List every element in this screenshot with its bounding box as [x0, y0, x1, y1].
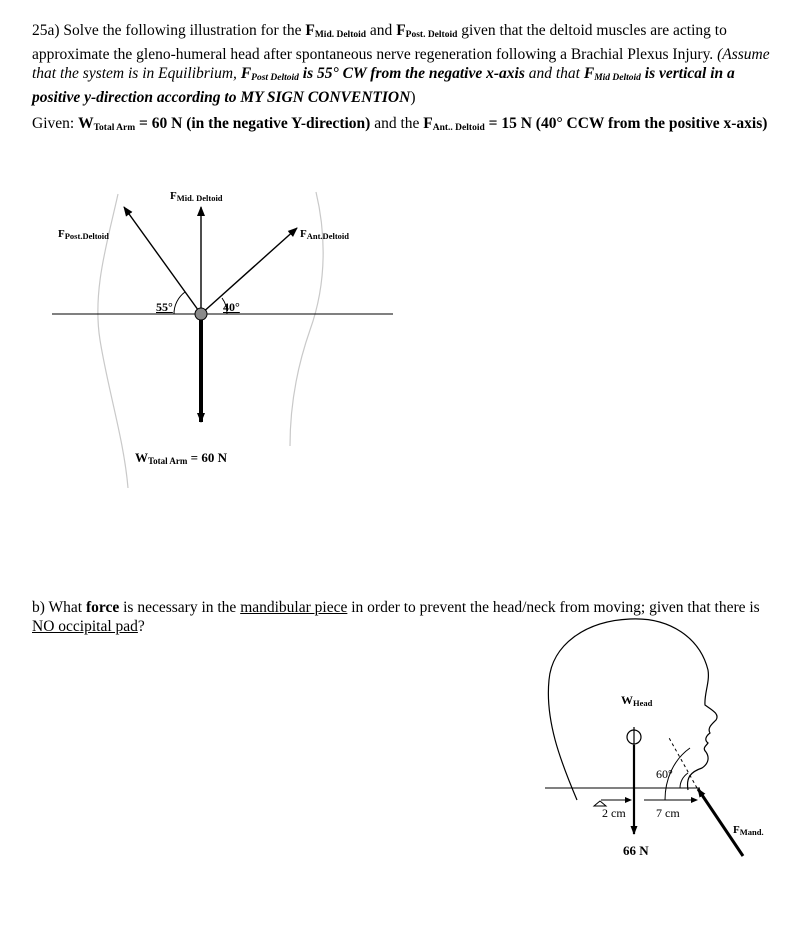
angle-arc-55	[174, 292, 185, 314]
angle-40-label: 40°	[223, 300, 240, 314]
distance-2cm-label: 2 cm	[602, 806, 626, 820]
angle-arc-60	[680, 773, 688, 788]
problem-b-statement: b) What force is necessary in the mandibular piece in order to prevent the head/neck from moving; given that there is NO occipital pad?	[32, 599, 760, 635]
mandibular-force-label: $F_{Mand.}$	[733, 824, 764, 837]
mid-deltoid-label: $F_{Mid. Deltoid}$	[170, 190, 223, 203]
given-statement: Given: $W_{Total Arm} = 60$ N (in the negative Y-direction) and the $F_{Ant.. Deltoid} = 15$ N (40° CCW from the positive x-axis)	[32, 115, 768, 133]
head-weight-value: 66 N	[623, 843, 649, 858]
post-deltoid-vector	[124, 207, 201, 314]
distance-7cm-label: 7 cm	[656, 806, 680, 820]
glenohumeral-joint	[195, 308, 207, 320]
head-profile-outline	[548, 619, 717, 800]
angle-55-label: 55°	[156, 300, 173, 314]
post-deltoid-label: $F_{Post.Deltoid}$	[58, 228, 109, 241]
weight-label: $W_{Total Arm} = 60$ N	[135, 450, 227, 466]
angle-60-label: 60°	[656, 767, 673, 781]
mandibular-force-vector	[698, 789, 743, 856]
ant-deltoid-label: $F_{Ant.Deltoid}$	[300, 228, 349, 241]
problem-number: 25a)	[32, 22, 60, 39]
ant-deltoid-vector	[201, 228, 297, 314]
problem-a-statement: 25a) Solve the following illustration for the $F_{Mid. Deltoid}$ and $F_{Post. Deltoid}$ given that the deltoid muscles are acting to approximate the gleno-humeral head after spontaneous nerve regeneration following a Brachial Plexus Injury. (Assume that the system is in Equilibrium, $F_{Post Deltoid}$ is 55° CW from the negative x-axis and that $F_{Mid Deltoid}$ is vertical in a positive y-direction according to MY SIGN CONVENTION)	[32, 22, 770, 106]
head-weight-label: $W_{Head}$	[621, 693, 653, 708]
